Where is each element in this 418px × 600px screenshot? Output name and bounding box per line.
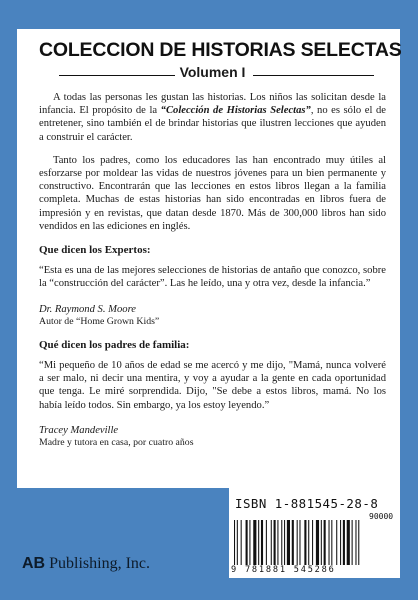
barcode-bar [347,520,350,565]
barcode-bar [297,520,298,565]
barcode-bar [292,520,294,565]
barcode-bar [261,520,263,565]
barcode-bar [355,520,356,565]
parents-heading: Qué dicen los padres de familia: [39,338,190,351]
intro-paragraph-2: Tanto los padres, como los educadores las han encontrado muy útiles al esforzarse por moldear las vidas de nuestros jóvenes para un bien permanente y constructivo. Encontrarán que las lecciones en estos libros llegan a la familia completa. Muchas de estas historias han sido encontradas en libros fuera de impresión y en revistas, que datan desde 1870. Más de 300,000 libros han sido vendidos en las ediciones en inglés. [39,154,386,232]
barcode-bar [308,520,309,565]
barcode-bar [312,520,313,565]
barcode-bar [304,520,306,565]
parents-quote: “Mi pequeño de 10 años de edad se me acercó y me dijo, "Mamá, nunca volveré a ser malo, ni decir una mentira, y voy a ayudar a la gente en cada oportunidad que tenga. Le miré sorprendida. Dijo, "Se debe a estos libros, mamá. No los había leído todos. Sin embargo, ya los estoy leyendo.” [39,360,386,411]
barcode-bar [340,520,341,565]
barcode-bars [234,520,394,565]
barcode-bar [321,520,322,565]
experts-heading: Que dicen los Expertos: [39,244,151,257]
barcode-bar [331,520,332,565]
barcode-bar [316,520,319,565]
isbn-label: ISBN 1-881545-28-8 [235,496,379,511]
volume-subtitle: Volumen I [39,64,386,80]
barcode-bar [266,520,267,565]
barcode-bar [246,520,248,565]
barcode-bar [299,520,300,565]
barcode-bar [358,520,359,565]
barcode-bar [253,520,256,565]
barcode-bar [284,520,285,565]
barcode-bar [336,520,337,565]
subtitle-row [39,64,386,84]
barcode-bar [287,520,290,565]
barcode-bar [329,520,330,565]
ean-number: 9 781881 545286 [231,565,336,575]
barcode-bar [271,520,272,565]
barcode-bar [343,520,345,565]
barcode-bar [274,520,276,565]
barcode-bar [324,520,326,565]
barcode-bar [234,520,235,565]
experts-author-role: Autor de “Home Grown Kids” [39,315,160,327]
parents-author-role: Madre y tutora en casa, por cuatro años [39,437,194,449]
barcode-bar [258,520,259,565]
price-code: 90000 [369,512,394,521]
barcode-bar [241,520,242,565]
series-title: COLECCION DE HISTORIAS SELECTAS [39,39,402,61]
description-panel [17,29,400,488]
barcode-bar [277,520,278,565]
barcode-bar [249,520,250,565]
barcode-bar [237,520,238,565]
intro-paragraph-1: A todas las personas les gustan las historias. Los niños las solicitan desde la infancia. El propósito de la “Colección de Historias Selectas”, no es sólo el de entretener, sino también el de brindar historias que ilustren lecciones que ayuden a construir el carácter. [39,92,386,143]
publisher-name: AB Publishing, Inc. [22,555,150,572]
experts-author: Dr. Raymond S. Moore [39,303,136,315]
experts-quote: “Esta es una de las mejores selecciones de historias de antaño que conozco, sobre la “construcción del carácter”. Las he leído, una y otra vez, desde la infancia.” [39,265,386,290]
parents-author: Tracey Mandeville [39,424,119,436]
series-name-emphasis: “Colección de Historias Selectas” [160,105,311,117]
barcode-box [229,487,400,578]
barcode-bar [281,520,282,565]
barcode-bar [352,520,353,565]
